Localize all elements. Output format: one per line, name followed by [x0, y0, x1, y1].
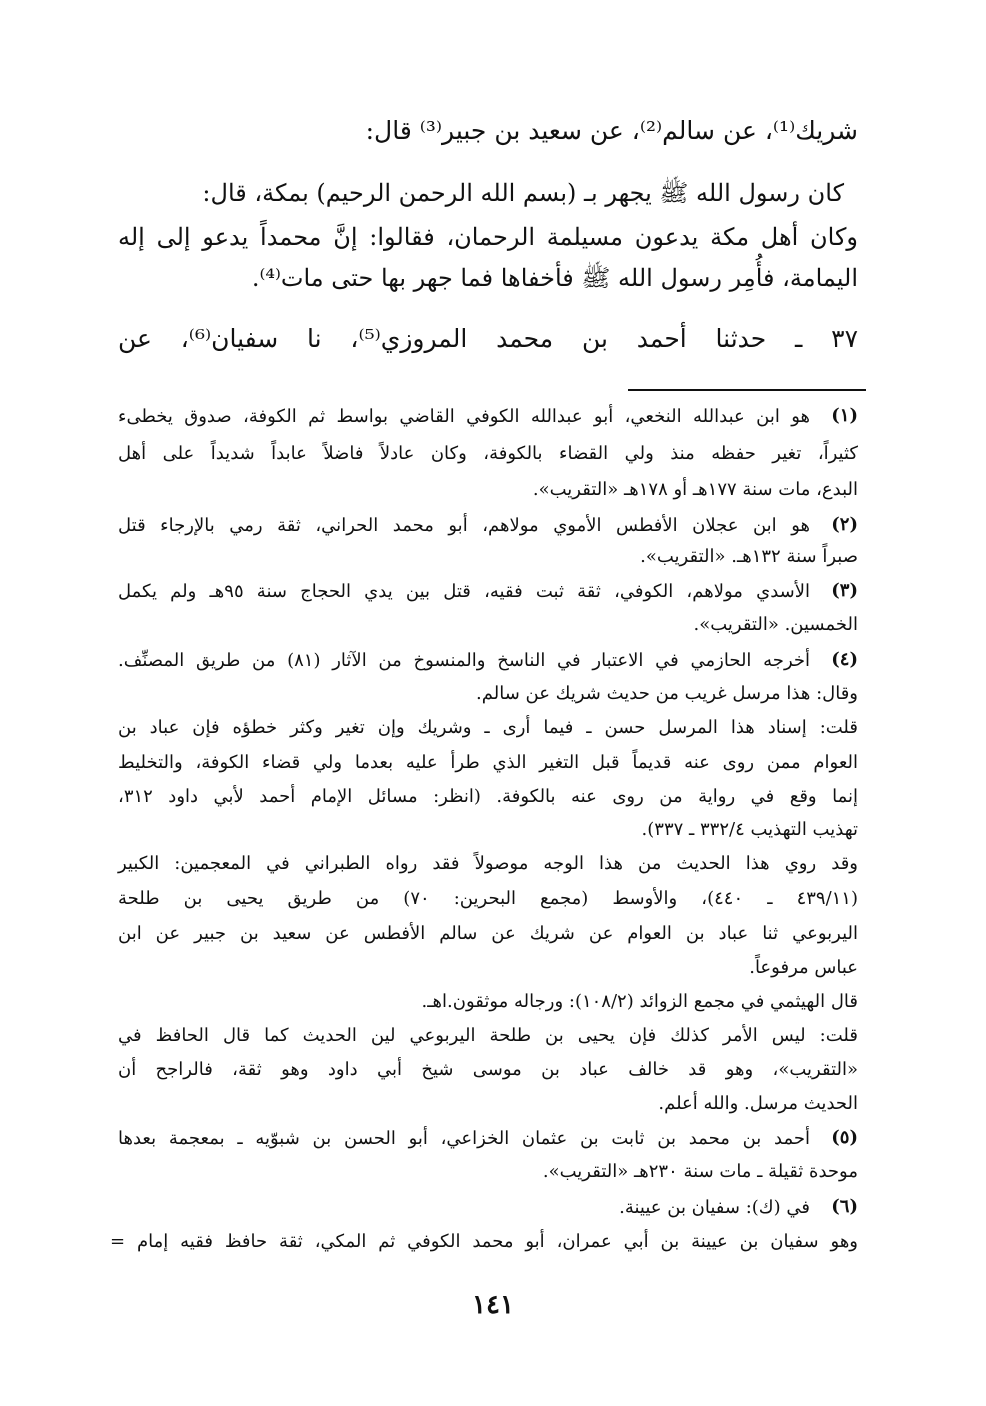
footnote-4-line-14: الحديث مرسل. والله أعلم.	[658, 1093, 858, 1114]
footnote-5-line-1: أحمد بن محمد بن ثابت بن عثمان الخزاعي، أبو الحسن بن شبوّيه ـ بمعجمة بعدها	[118, 1128, 810, 1149]
footnote-1-line-3: البدع، مات سنة ١٧٧هـ أو ١٧٨هـ «التقريب».	[532, 479, 858, 500]
main-text-line-5: ٣٧ ـ حدثنا أحمد بن محمد المروزي⁽⁵⁾، نا سفيان⁽⁶⁾، عن	[118, 324, 858, 353]
main-text-line-4: اليمامة، فأُمِر رسول الله ﷺ فأخفاها فما جهر بها حتى مات⁽⁴⁾.	[251, 264, 858, 292]
footnote-separator	[628, 389, 866, 391]
footnote-4-line-11: قال الهيثمي في مجمع الزوائد (١٠٨/٢): ورجاله موثقون.اهـ.	[421, 991, 858, 1012]
footnote-2-line-2: صبراً سنة ١٣٢هـ. «التقريب».	[640, 546, 858, 567]
footnote-6-line-1: في (ك): سفيان بن عيينة.	[619, 1197, 810, 1218]
page-number: ١٤١	[472, 1290, 514, 1320]
main-text-line-1: شريك⁽¹⁾، عن سالم⁽²⁾، عن سعيد بن جبير⁽³⁾ قال:	[365, 116, 858, 145]
footnote-4-line-3: قلت: إسناد هذا المرسل حسن ـ فيما أرى ـ وشريك وإن تغير وكثر خطؤه فإن عباد بن	[118, 717, 858, 738]
footnote-1-marker: (١)	[831, 405, 858, 426]
footnote-3-line-1: الأسدي مولاهم، الكوفي، ثقة ثبت فقيه، قتل بين يدي الحجاج سنة ٩٥هـ ولم يكمل	[118, 581, 810, 602]
footnote-5-marker: (٥)	[831, 1127, 858, 1148]
footnote-4-line-6: تهذيب التهذيب ٣٣٢/٤ ـ ٣٣٧).	[641, 819, 858, 840]
footnote-4-line-10: عباس مرفوعاً.	[749, 957, 858, 978]
footnote-1-line-1: هو ابن عبدالله النخعي، أبو عبدالله الكوفي القاضي بواسط ثم الكوفة، صدوق يخطىء	[118, 406, 810, 427]
footnote-4-line-2: وقال: هذا مرسل غريب من حديث شريك عن سالم.	[476, 683, 858, 704]
footnote-6-marker: (٦)	[831, 1196, 858, 1217]
footnote-4-line-1: أخرجه الحازمي في الاعتبار في الناسخ والمنسوخ من الآثار (٨١) من طريق المصنِّف.	[118, 650, 810, 671]
footnote-6-line-2: وهو سفيان بن عيينة بن أبي عمران، أبو محمد الكوفي ثم المكي، ثقة حافظ فقيه إمام =	[110, 1231, 858, 1252]
main-text-line-3: وكان أهل مكة يدعون مسيلمة الرحمان، فقالوا: إنَّ محمداً يدعو إلى إله	[118, 223, 858, 251]
footnote-4-line-12: قلت: ليس الأمر كذلك فإن يحيى بن طلحة اليربوعي لين الحديث كما قال الحافظ في	[118, 1025, 858, 1046]
footnote-3-marker: (٣)	[831, 580, 858, 601]
footnote-4-marker: (٤)	[831, 649, 858, 670]
footnote-4-line-7: وقد روي هذا الحديث من هذا الوجه موصولاً فقد رواه الطبراني في المعجمين: الكبير	[118, 853, 858, 874]
footnote-2-marker: (٢)	[831, 514, 858, 535]
footnote-2-line-1: هو ابن عجلان الأفطس الأموي مولاهم، أبو محمد الحراني، ثقة رمي بالإرجاء قتل	[118, 515, 810, 536]
footnote-5-line-2: موحدة ثقيلة ـ مات سنة ٢٣٠هـ «التقريب».	[542, 1161, 858, 1182]
footnote-4-line-13: «التقريب»، وهو قد خالف عباد بن موسى شيخ أبي داود وهو ثقة، فالراجح أن	[118, 1059, 858, 1080]
footnote-4-line-8: (٤٣٩/١١ ـ ٤٤٠)، والأوسط (مجمع البحرين: ٧٠) من طريق يحيى بن طلحة	[118, 888, 858, 909]
footnote-4-line-9: اليربوعي ثنا عباد بن العوام عن شريك عن سالم الأفطس عن سعيد بن جبير عن ابن	[118, 923, 858, 944]
footnote-4-line-4: العوام ممن روى عنه قديماً قبل التغير الذي طرأ عليه بعدما ولي قضاء الكوفة، والتخليط	[118, 752, 858, 773]
footnote-3-line-2: الخمسين. «التقريب».	[693, 614, 858, 635]
footnote-1-line-2: كثيراً، تغير حفظه منذ ولي القضاء بالكوفة، وكان عادلاً فاضلاً عابداً شديداً على أهل	[118, 443, 858, 464]
main-text-line-2: كان رسول الله ﷺ يجهر بـ (بسم الله الرحمن الرحيم) بمكة، قال:	[202, 179, 844, 207]
footnote-4-line-5: إنما وقع في رواية من روى عنه بالكوفة. (انظر: مسائل الإمام أحمد لأبي داود ٣١٢،	[118, 786, 858, 807]
